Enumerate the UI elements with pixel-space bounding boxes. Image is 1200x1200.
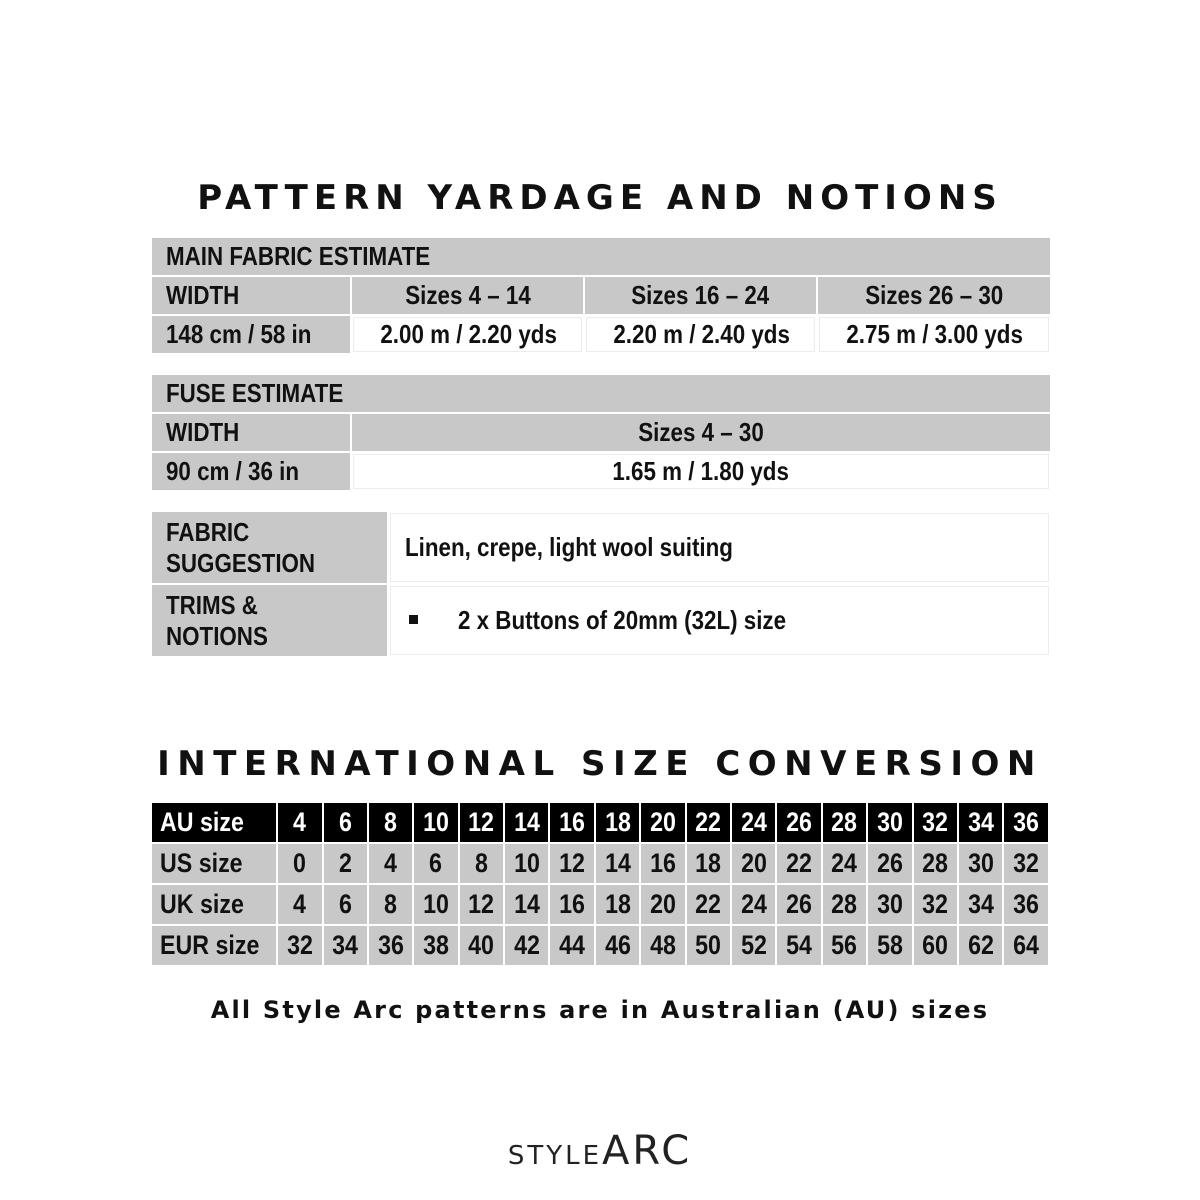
size-cell: 12 xyxy=(549,843,594,884)
size-cell: 2 xyxy=(323,843,368,884)
main-amount: 2.75 m / 3.00 yds xyxy=(817,315,1051,354)
size-cell: 26 xyxy=(867,843,912,884)
size-cell: 36 xyxy=(368,925,413,966)
size-cell: 14 xyxy=(504,884,549,925)
size-cell: 36 xyxy=(1003,884,1049,925)
trims-label: TRIMS & NOTIONS xyxy=(151,584,388,657)
size-cell: 40 xyxy=(459,925,504,966)
size-cell: 34 xyxy=(958,884,1003,925)
size-cell: 18 xyxy=(595,884,640,925)
size-cell: 12 xyxy=(459,802,504,843)
size-cell: 14 xyxy=(504,802,549,843)
size-cell: 24 xyxy=(822,843,867,884)
fuse-amount: 1.65 m / 1.80 yds xyxy=(351,452,1051,491)
brand-logo: STYLEARC xyxy=(507,1128,693,1174)
size-cell: 8 xyxy=(459,843,504,884)
size-cell: 16 xyxy=(549,802,594,843)
trims-item: 2 x Buttons of 20mm (32L) size xyxy=(458,605,787,636)
yardage-heading: PATTERN YARDAGE AND NOTIONS xyxy=(197,178,1003,218)
trims-value xyxy=(388,584,1051,657)
size-cell: 10 xyxy=(504,843,549,884)
size-cell: 24 xyxy=(731,884,776,925)
size-row-label: UK size xyxy=(151,884,277,925)
size-cell: 6 xyxy=(323,802,368,843)
main-width-label: WIDTH xyxy=(151,276,351,315)
size-cell: 30 xyxy=(867,802,912,843)
size-cell: 20 xyxy=(640,802,685,843)
size-cell: 4 xyxy=(277,884,322,925)
size-cell: 0 xyxy=(277,843,322,884)
size-cell: 4 xyxy=(368,843,413,884)
size-row xyxy=(151,802,1049,843)
size-cell: 42 xyxy=(504,925,549,966)
fuse-table xyxy=(150,373,1052,492)
size-cell: 18 xyxy=(595,802,640,843)
fabric-suggestion-label: FABRIC SUGGESTION xyxy=(151,511,388,584)
main-amount: 2.20 m / 2.40 yds xyxy=(584,315,817,354)
size-cell: 22 xyxy=(686,884,731,925)
size-cell: 32 xyxy=(913,802,958,843)
size-cell: 56 xyxy=(822,925,867,966)
fabric-suggestion-value: Linen, crepe, light wool suiting xyxy=(388,511,1051,584)
size-cell: 64 xyxy=(1003,925,1049,966)
size-cell: 26 xyxy=(776,884,821,925)
main-size-range: Sizes 16 – 24 xyxy=(584,276,817,315)
size-cell: 4 xyxy=(277,802,322,843)
size-cell: 16 xyxy=(549,884,594,925)
size-cell: 48 xyxy=(640,925,685,966)
fuse-width-label: WIDTH xyxy=(151,413,351,452)
size-cell: 22 xyxy=(686,802,731,843)
size-cell: 30 xyxy=(867,884,912,925)
size-cell: 18 xyxy=(686,843,731,884)
size-cell: 8 xyxy=(368,802,413,843)
size-cell: 36 xyxy=(1003,802,1049,843)
main-size-range: Sizes 4 – 14 xyxy=(351,276,584,315)
size-cell: 20 xyxy=(640,884,685,925)
fuse-fabric-width: 90 cm / 36 in xyxy=(151,452,351,491)
size-cell: 54 xyxy=(776,925,821,966)
size-row-label: US size xyxy=(151,843,277,884)
size-cell: 32 xyxy=(913,884,958,925)
size-cell: 14 xyxy=(595,843,640,884)
size-cell: 24 xyxy=(731,802,776,843)
footnote: All Style Arc patterns are in Australian (AU) sizes xyxy=(210,996,990,1024)
size-row xyxy=(151,843,1049,884)
size-row xyxy=(151,884,1049,925)
size-conversion-table xyxy=(150,801,1050,967)
size-cell: 32 xyxy=(277,925,322,966)
main-size-range: Sizes 26 – 30 xyxy=(817,276,1051,315)
main-fabric-table xyxy=(150,236,1052,355)
size-cell: 6 xyxy=(323,884,368,925)
fuse-size-range: Sizes 4 – 30 xyxy=(351,413,1051,452)
size-cell: 34 xyxy=(323,925,368,966)
size-cell: 12 xyxy=(459,884,504,925)
size-cell: 44 xyxy=(549,925,594,966)
size-cell: 10 xyxy=(413,802,458,843)
size-cell: 28 xyxy=(913,843,958,884)
size-cell: 26 xyxy=(776,802,821,843)
bullet-icon xyxy=(409,615,418,624)
suggestion-table xyxy=(150,510,1052,658)
size-cell: 58 xyxy=(867,925,912,966)
conversion-heading: INTERNATIONAL SIZE CONVERSION xyxy=(157,744,1043,784)
size-cell: 6 xyxy=(413,843,458,884)
size-cell: 20 xyxy=(731,843,776,884)
size-row-label: AU size xyxy=(151,802,277,843)
size-cell: 16 xyxy=(640,843,685,884)
size-cell: 38 xyxy=(413,925,458,966)
size-cell: 60 xyxy=(913,925,958,966)
size-row xyxy=(151,925,1049,966)
size-row-label: EUR size xyxy=(151,925,277,966)
size-cell: 28 xyxy=(822,884,867,925)
fuse-title: FUSE ESTIMATE xyxy=(151,374,1051,413)
main-amount: 2.00 m / 2.20 yds xyxy=(351,315,584,354)
size-cell: 28 xyxy=(822,802,867,843)
size-cell: 8 xyxy=(368,884,413,925)
size-cell: 50 xyxy=(686,925,731,966)
size-cell: 10 xyxy=(413,884,458,925)
main-fabric-title: MAIN FABRIC ESTIMATE xyxy=(151,237,1051,276)
size-cell: 46 xyxy=(595,925,640,966)
size-cell: 52 xyxy=(731,925,776,966)
size-cell: 22 xyxy=(776,843,821,884)
size-cell: 30 xyxy=(958,843,1003,884)
main-fabric-width: 148 cm / 58 in xyxy=(151,315,351,354)
size-cell: 34 xyxy=(958,802,1003,843)
size-cell: 62 xyxy=(958,925,1003,966)
size-cell: 32 xyxy=(1003,843,1049,884)
